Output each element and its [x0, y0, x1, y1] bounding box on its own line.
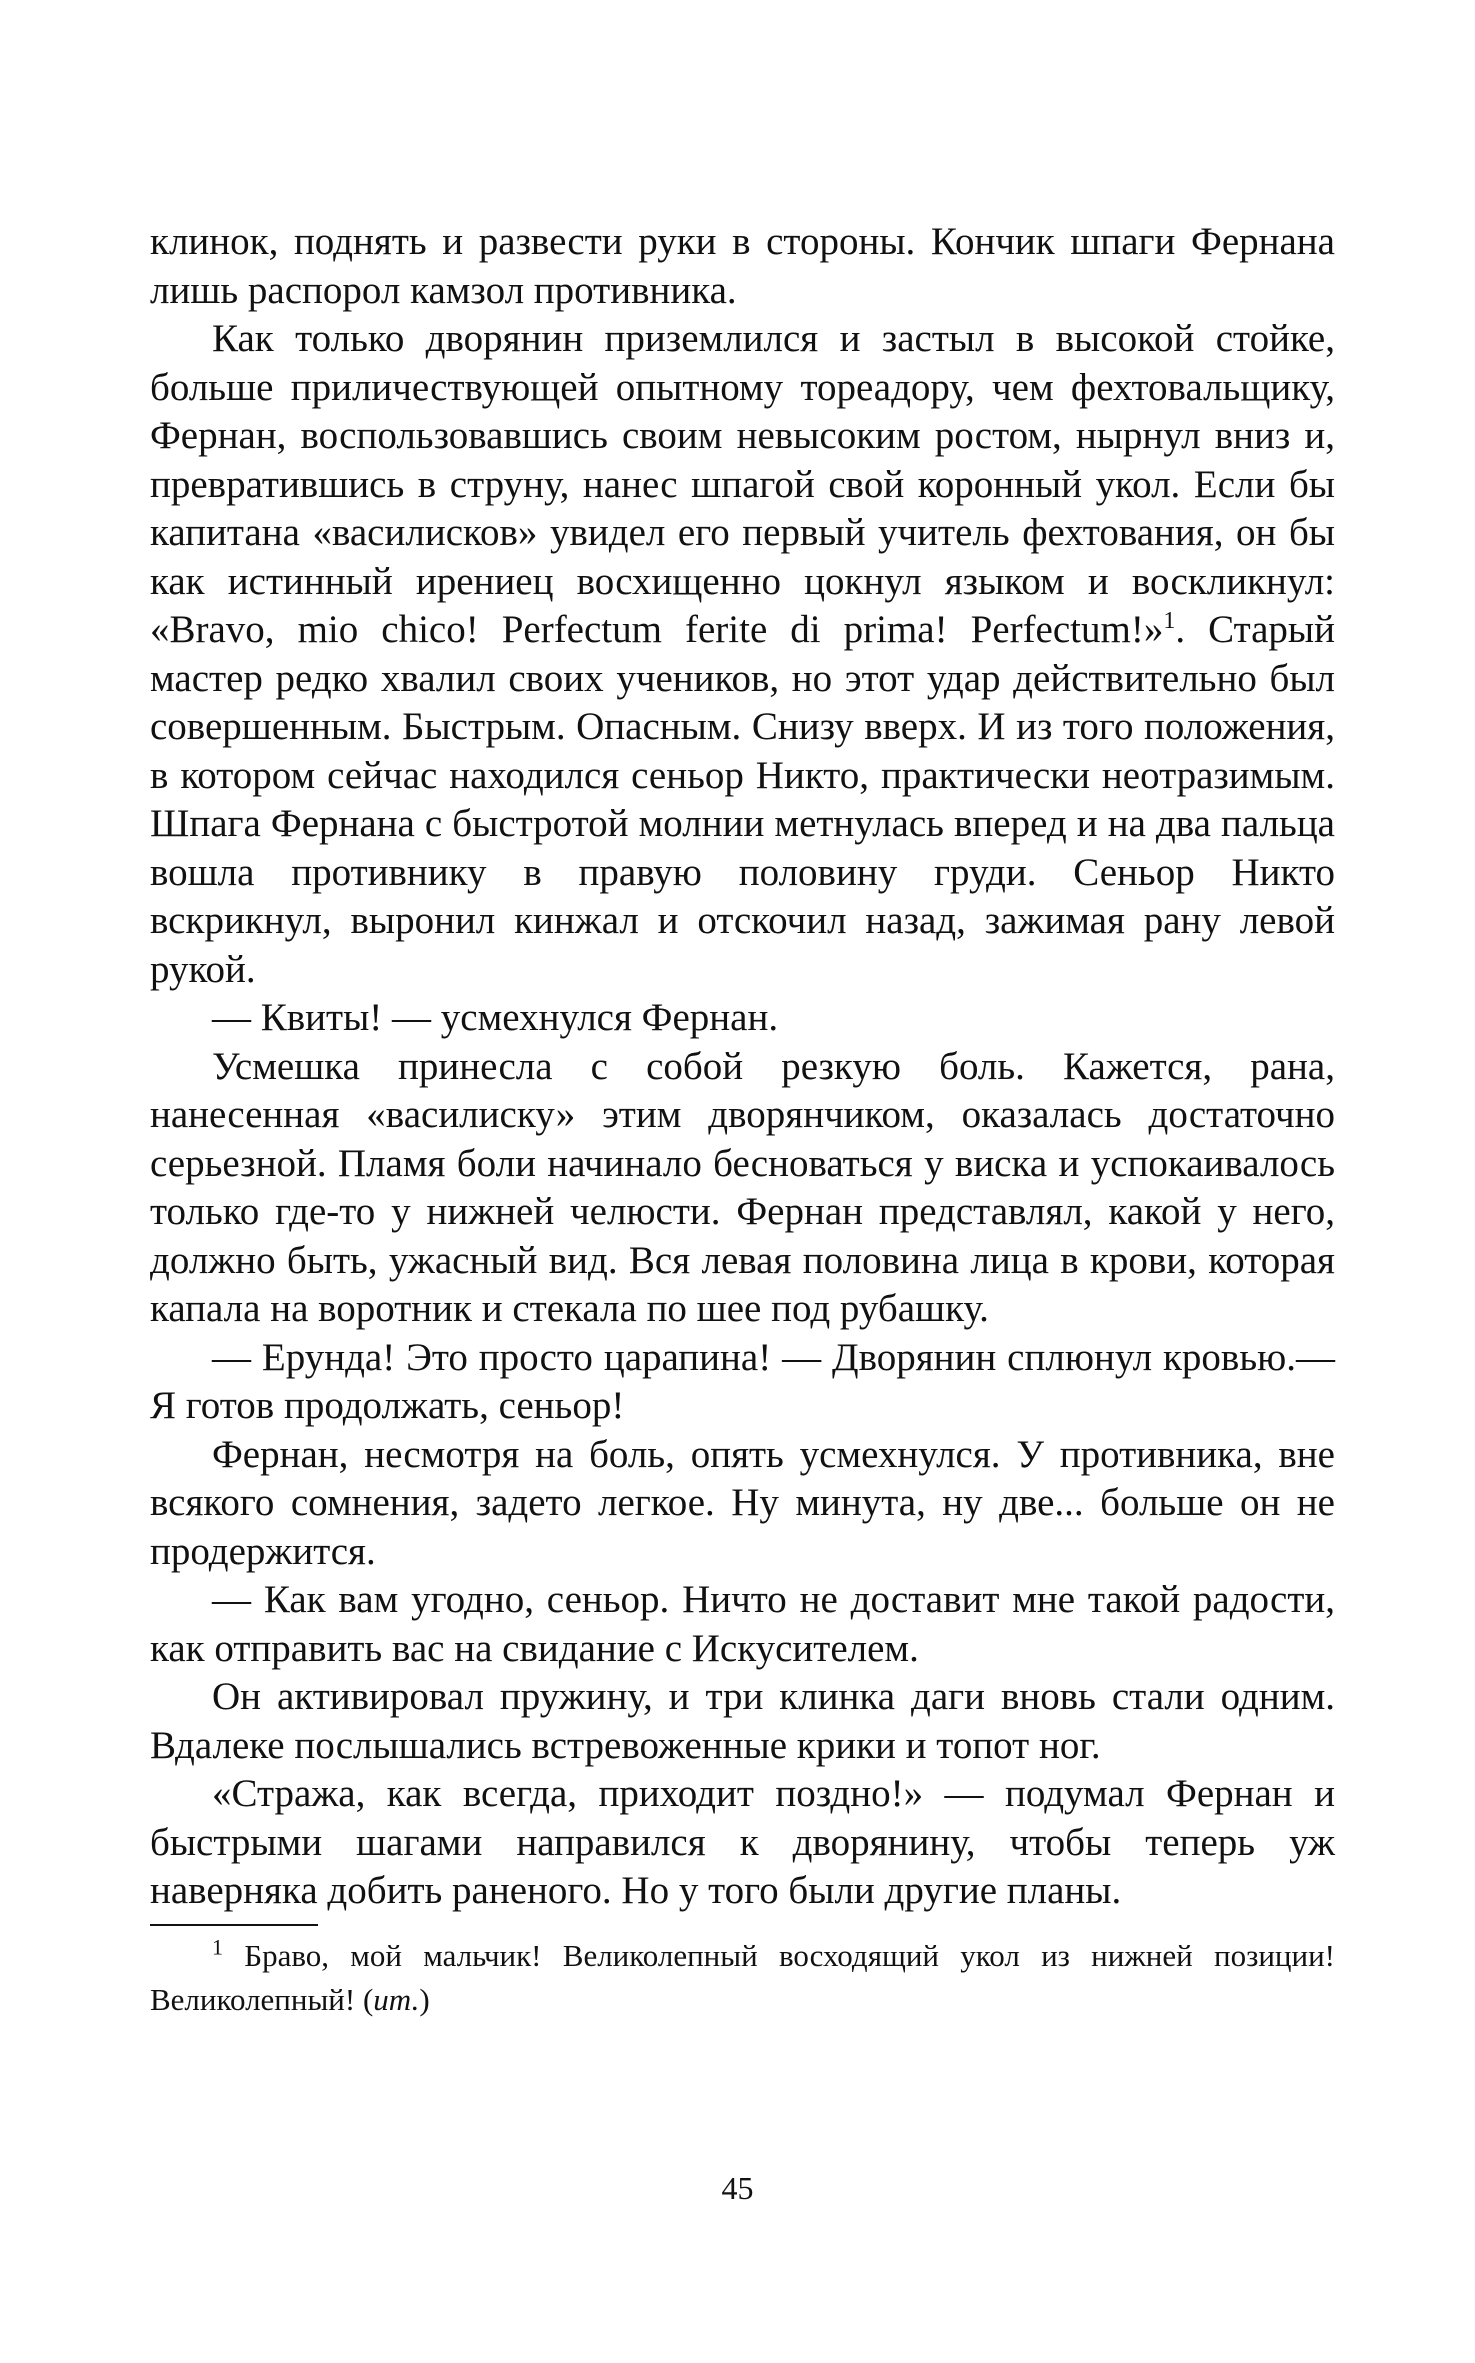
paragraph: Усмешка принесла с собой резкую боль. Кажется, рана, нанесенная «василиску» этим дворянчиком, оказалась достаточно серьезной. Пламя боли начинало бесноваться у виска и успокаивалось только где-то у нижней челюсти. Фернан представлял, какой у него, должно быть, ужасный вид. Вся левая половина лица в крови, которая капала на воротник и стекала по шее под рубашку. — [150, 1044, 1335, 1330]
footnote-reference[interactable]: 1 — [1163, 608, 1176, 634]
footnote-mark: 1 — [212, 1934, 223, 1960]
dialogue-line: — Квиты! — усмехнулся Фернан. — [212, 996, 779, 1039]
paragraph-text-continued: . Старый мастер редко хвалил своих учеников, но этот удар действительно был совершенным. Быстрым. Опасным. Снизу вверх. И из того положения, в котором сейчас находился сеньор Никто, практически неотразимым. Шпага Фернана с быстротой молнии метнулась вперед и на два пальца вошла противнику в правую половину груди. Сеньор Никто вскрикнул, выронил кинжал и отскочил назад, зажимая рану левой рукой. — [150, 608, 1336, 991]
footnote-close: ) — [419, 1981, 430, 2017]
paragraph: клинок, поднять и развести руки в стороны. Кончик шпаги Фернана лишь распорол камзол противника. — [150, 220, 1335, 312]
footnote — [150, 1934, 1335, 2022]
dialogue-line: — Как вам угодно, сеньор. Ничто не доставит мне такой радости, как отправить вас на свидание с Искусителем. — [150, 1578, 1335, 1670]
dialogue-line: — Ерунда! Это просто царапина! — Дворянин сплюнул кровью.— Я готов продолжать, сеньор! — [150, 1335, 1335, 1427]
paragraph-text: Как только дворянин приземлился и застыл в высокой стойке, больше приличествующей опытному тореадору, чем фехтовальщику, Фернан, воспользовавшись своим невысоким ростом, нырнул вниз и, превратившись в струну, нанес шпагой свой коронный укол. Если бы капитана «василисков» увидел его первый учитель фехтования, он бы как истинный ирениец восхищенно цокнул языком и воскликнул: «Bravo, mio chico! Perfectum ferite di prima! Perfectum!» — [150, 317, 1335, 651]
paragraph: «Стража, как всегда, приходит поздно!» — подумал Фернан и быстрыми шагами направился к дворянину, чтобы теперь уж наверняка добить раненого. Но у того были другие планы. — [150, 1772, 1335, 1912]
footnote-source: ит. — [373, 1981, 420, 2017]
paragraph-with-footnote — [150, 315, 1335, 994]
book-page — [150, 218, 1335, 2022]
paragraph: Он активировал пружину, и три клинка даги вновь стали одним. Вдалеке послышались встревоженные крики и топот ног. — [150, 1675, 1335, 1767]
page-number: 45 — [721, 2170, 754, 2206]
paragraph: Фернан, несмотря на боль, опять усмехнулся. У противника, вне всякого сомнения, задето легкое. Ну минута, ну две... больше он не продержится. — [150, 1432, 1335, 1573]
footnote-text: Браво, мой мальчик! Великолепный восходящий укол из нижней позиции! Великолепный! ( — [150, 1937, 1336, 2017]
footnote-divider — [150, 1924, 318, 1926]
